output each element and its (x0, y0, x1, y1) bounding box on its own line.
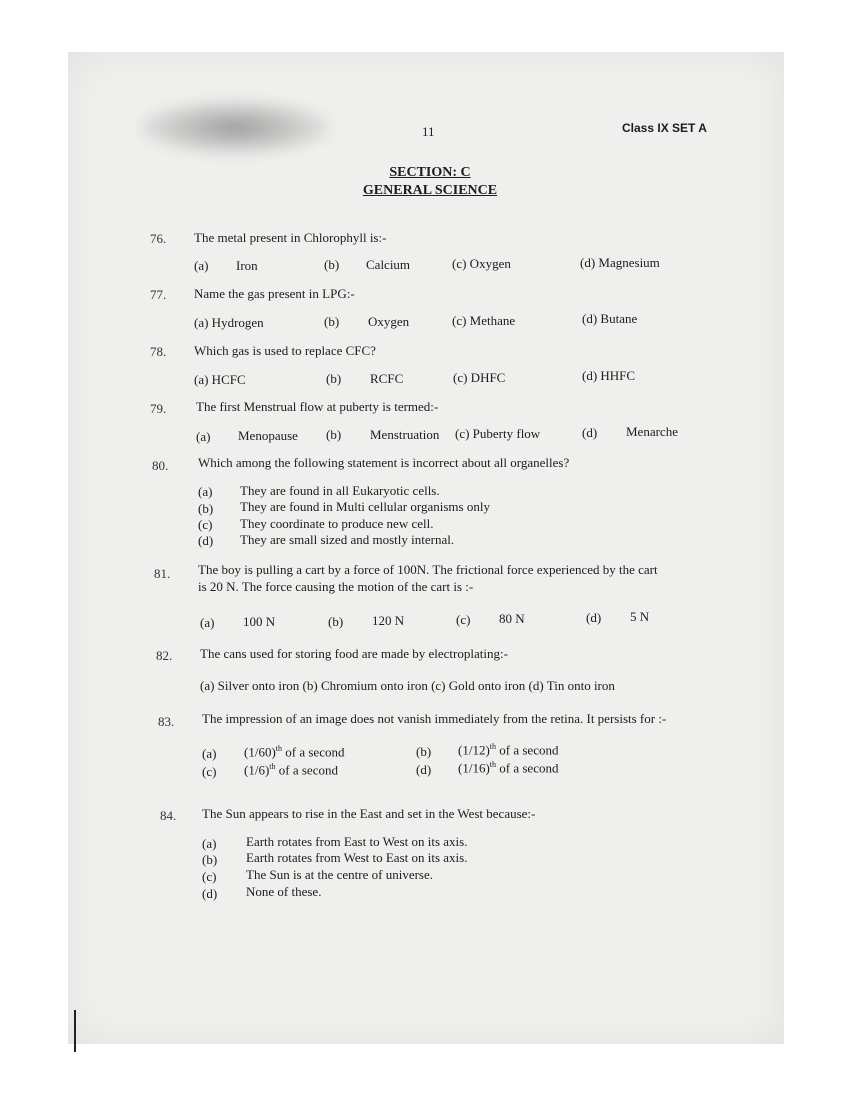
options-line: (a) Silver onto iron (b) Chromium onto iron (c) Gold onto iron (d) Tin onto iron (200, 678, 615, 693)
section-title: SECTION: C (389, 165, 471, 180)
option-a-label: (a) (198, 484, 213, 499)
question-text: The impression of an image does not vanish immediately from the retina. It persists for :- (202, 711, 667, 726)
option-c-text: The Sun is at the centre of universe. (246, 867, 433, 882)
scanned-paper (68, 52, 784, 1044)
option-c: (c) Oxygen (452, 256, 511, 271)
set-label: Class IX SET A (622, 121, 707, 135)
option-a: (a) HCFC (194, 372, 246, 387)
option-d-text: None of these. (246, 884, 322, 899)
option-c-text: $(1/6)^{th}$ of a second (244, 762, 338, 778)
option-a-label: (a) (194, 258, 209, 273)
option-b-text: Earth rotates from West to East on its axis. (246, 850, 468, 865)
option-b-text: RCFC (370, 371, 404, 386)
question-number: 82. (156, 648, 173, 663)
option-d: (d) HHFC (582, 368, 636, 383)
question-number: 79. (150, 401, 167, 416)
option-c-label: (c) (202, 764, 217, 779)
option-c: (c) Methane (452, 313, 516, 328)
question-number: 83. (158, 714, 175, 729)
option-d-label: (d) (586, 610, 602, 625)
option-c-text: They coordinate to produce new cell. (240, 516, 434, 531)
option-d-text: 5 N (630, 609, 650, 624)
option-b-label: (b) (202, 852, 218, 867)
option-b-label: (b) (198, 501, 214, 516)
option-a-label: (a) (200, 615, 215, 630)
question-number: 84. (160, 808, 177, 823)
option-d-label: (d) (582, 425, 598, 440)
option-b-text: $(1/12)^{th}$ of a second (458, 742, 559, 758)
question-text-line2: is 20 N. The force causing the motion of the cart is :- (198, 579, 474, 594)
option-a-text: They are found in all Eukaryotic cells. (240, 483, 440, 498)
option-b-label: (b) (324, 257, 340, 272)
option-b-text: Calcium (366, 257, 411, 272)
option-a: (a) Hydrogen (194, 315, 264, 330)
option-c-label: (c) (202, 869, 217, 884)
question-text: Which gas is used to replace CFC? (194, 343, 376, 358)
option-d-label: (d) (416, 762, 432, 777)
question-number: 76. (150, 231, 167, 246)
option-c-label: (c) (198, 517, 213, 532)
option-a-text: Earth rotates from East to West on its axis. (246, 834, 468, 849)
question-text: Which among the following statement is incorrect about all organelles? (198, 455, 570, 470)
option-a-text: 100 N (243, 614, 276, 629)
option-d-label: (d) (202, 886, 218, 901)
question-text-line1: The boy is pulling a cart by a force of 100N. The frictional force experienced by the cart (198, 562, 658, 577)
binding-edge (74, 1010, 76, 1052)
option-b-label: (b) (416, 744, 432, 759)
question-text: The first Menstrual flow at puberty is termed:- (196, 399, 439, 414)
option-d: (d) Butane (582, 311, 638, 326)
option-d-label: (d) (198, 533, 214, 548)
option-c: (c) Puberty flow (455, 426, 541, 441)
option-a-label: (a) (202, 746, 217, 761)
option-c-text: 80 N (499, 611, 525, 626)
option-c: (c) DHFC (453, 370, 506, 385)
option-a-text: Iron (236, 258, 258, 273)
question-number: 81. (154, 566, 171, 581)
option-b-label: (b) (328, 614, 344, 629)
option-d-text: They are small sized and mostly internal. (240, 532, 455, 547)
option-d: (d) Magnesium (580, 255, 660, 270)
question-number: 77. (150, 287, 167, 302)
option-b-text: They are found in Multi cellular organisms only (240, 499, 490, 514)
option-a-text: Menopause (238, 428, 298, 443)
section-subtitle: GENERAL SCIENCE (362, 183, 498, 198)
option-d-text: Menarche (626, 424, 678, 439)
question-text: The cans used for storing food are made by electroplating:- (200, 646, 508, 661)
page-number: 11 (422, 124, 435, 139)
option-b-text: Menstruation (370, 427, 440, 442)
option-c-label: (c) (456, 612, 471, 627)
scan-smudge (140, 100, 330, 155)
option-b-label: (b) (324, 314, 340, 329)
question-text: The Sun appears to rise in the East and set in the West because:- (202, 806, 536, 821)
option-b-text: 120 N (372, 613, 405, 628)
option-b-label: (b) (326, 371, 342, 386)
question-number: 80. (152, 458, 169, 473)
question-text: The metal present in Chlorophyll is:- (194, 230, 387, 245)
option-d-text: $(1/16)^{th}$ of a second (458, 760, 559, 776)
question-text: Name the gas present in LPG:- (194, 286, 355, 301)
option-a-label: (a) (202, 836, 217, 851)
option-a-label: (a) (196, 429, 211, 444)
option-b-text: Oxygen (368, 314, 410, 329)
option-a-text: $(1/60)^{th}$ of a second (244, 744, 345, 760)
question-number: 78. (150, 344, 167, 359)
option-b-label: (b) (326, 427, 342, 442)
